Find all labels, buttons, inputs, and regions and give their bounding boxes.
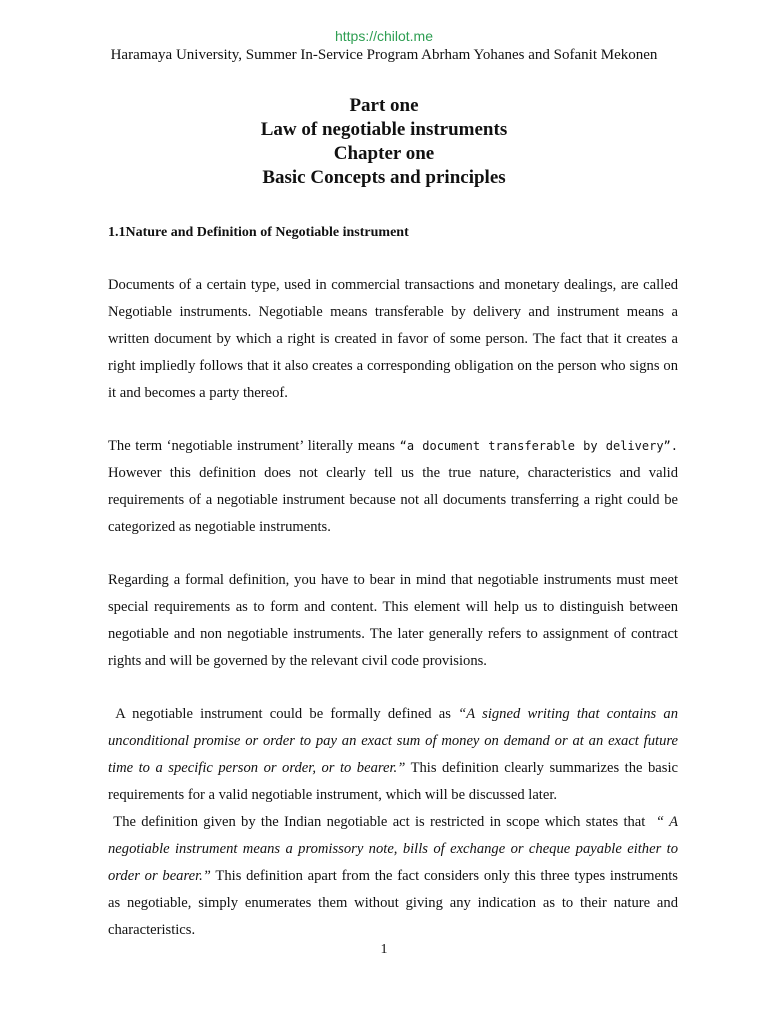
subject-title: Law of negotiable instruments bbox=[260, 119, 508, 140]
paragraph-5-text bbox=[108, 809, 678, 944]
paragraph-4 bbox=[108, 701, 678, 944]
paragraph-4-text bbox=[108, 701, 678, 809]
section-heading: 1.1Nature and Definition of Negotiable instrument bbox=[108, 225, 409, 240]
paragraph-2-text bbox=[108, 433, 678, 541]
paragraph-3 bbox=[108, 567, 678, 675]
paragraph-4-lead: A negotiable instrument could be formally defined as bbox=[108, 706, 459, 722]
paragraph-3-text: Regarding a formal definition, you have to bear in mind that negotiable instruments must meet special requirements as to form and content. This element will help us to distinguish between negotiable and non negotiable instruments. The later generally refers to assignment of contract rights and will be governed by the relevant civil code provisions. bbox=[108, 572, 678, 669]
site-url-link[interactable]: https://chilot.me bbox=[334, 28, 434, 44]
paragraph-5-rest: This definition apart from the fact considers only this three types instruments as negotiable, simply enumerates them without giving any indication as to their nature and characteristics. bbox=[108, 868, 678, 938]
paragraph-4-quote: “A signed writing that contains an unconditional promise or order to pay an exact sum of money on demand or at an exact future time to a specific person or order, or to bearer.” bbox=[108, 706, 678, 776]
paragraph-2 bbox=[108, 433, 678, 541]
paragraph-2-lead: The term ‘negotiable instrument’ literally means bbox=[108, 438, 400, 454]
paragraph-2-quote: “a document transferable by delivery”. bbox=[399, 439, 678, 453]
part-title: Part one bbox=[349, 95, 419, 116]
chapter-subtitle: Basic Concepts and principles bbox=[262, 167, 506, 188]
paragraph-1 bbox=[108, 272, 678, 407]
chapter-title: Chapter one bbox=[333, 143, 435, 164]
paragraph-1-text: Documents of a certain type, used in commercial transactions and monetary dealings, are called Negotiable instruments. Negotiable means transferable by delivery and instrument means a written document by which a right is created in favor of some person. The fact that it creates a right impliedly follows that it also creates a corresponding obligation on the person who signs on it and becomes a party thereof. bbox=[108, 277, 678, 401]
paragraph-4-rest: This definition clearly summarizes the basic requirements for a valid negotiable instrument, which will be discussed later. bbox=[108, 760, 678, 803]
paragraph-5-lead: The definition given by the Indian negotiable act is restricted in scope which states that bbox=[108, 814, 651, 830]
title-block bbox=[0, 94, 768, 190]
page-number: 1 bbox=[380, 942, 388, 957]
paragraph-2-rest: However this definition does not clearly tell us the true nature, characteristics and valid requirements of a negotiable instrument because not all documents transferring a right could be categorized as negotiable instruments. bbox=[108, 465, 678, 535]
paragraph-5-quote: “ A negotiable instrument means a promissory note, bills of exchange or cheque payable either to order or bearer.” bbox=[108, 814, 678, 884]
running-header: Haramaya University, Summer In-Service Program Abrham Yohanes and Sofanit Mekonen bbox=[110, 47, 658, 63]
